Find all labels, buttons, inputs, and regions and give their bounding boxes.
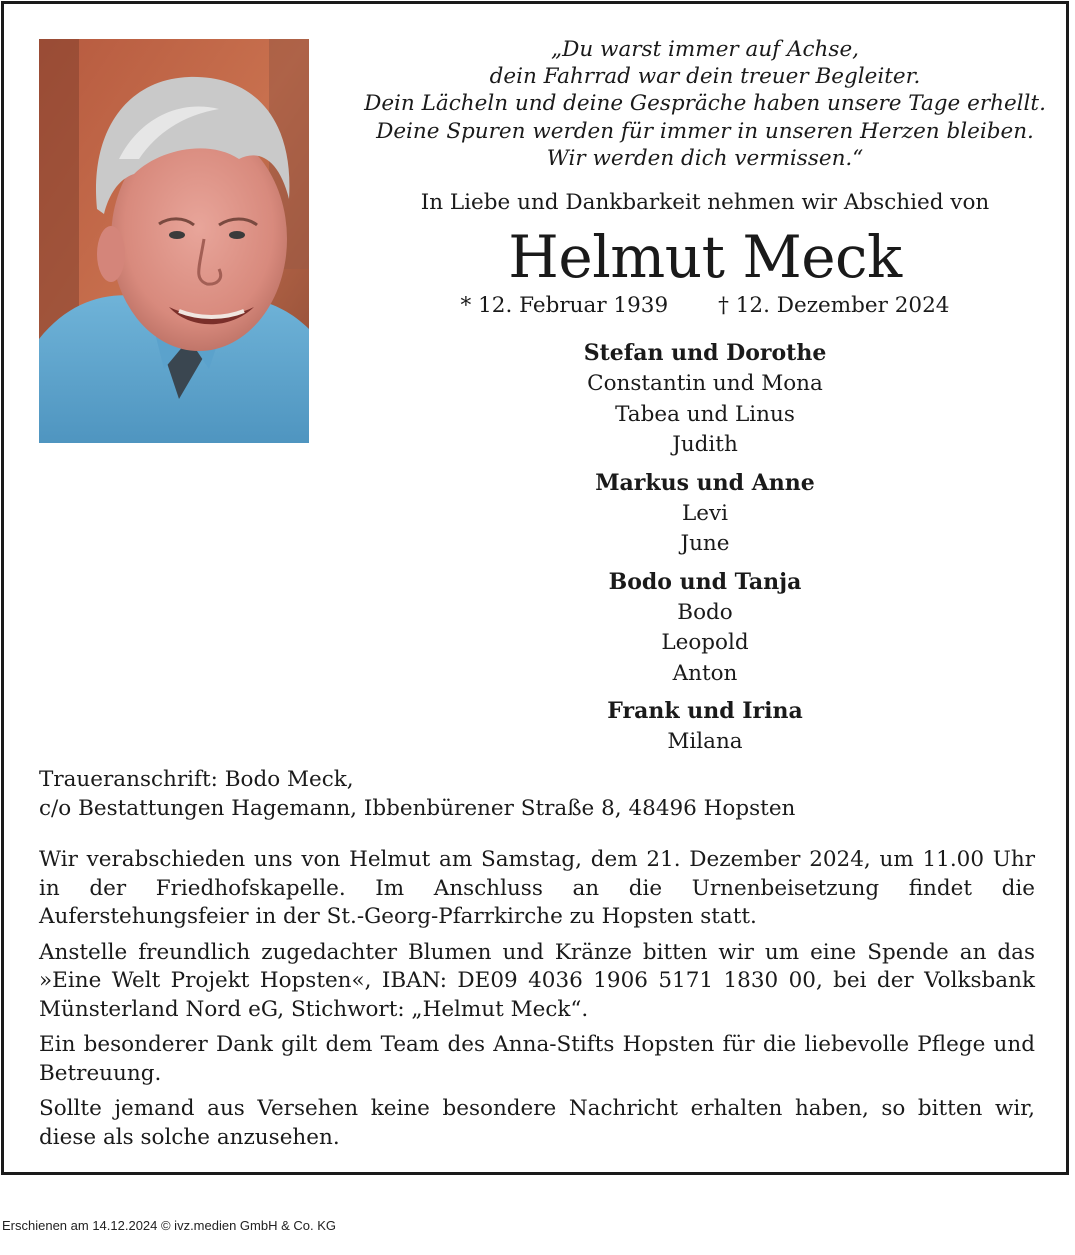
funeral-info-paragraph: Wir verabschieden uns von Helmut am Samstag, dem 21. Dezember 2024, um 11.00 Uhr in der Friedhofskapelle. Im Anschluss an die Urnenbeisetzung findet die Auferstehungsfeier in der St.-Georg-Pfarrkirche zu Hopsten statt.: [39, 847, 1035, 929]
family-head: Markus und Anne: [595, 469, 815, 496]
family-member: Judith: [672, 432, 738, 457]
notification-paragraph: Sollte jemand aus Versehen keine besondere Nachricht erhalten haben, so bitten wir, diese als solche anzusehen.: [39, 1096, 1035, 1150]
portrait-photo: [39, 39, 309, 443]
deceased-name: Helmut Meck: [508, 223, 902, 291]
family-member: Anton: [672, 660, 738, 686]
donation-paragraph: Anstelle freundlich zugedachter Blumen und Kränze bitten wir um eine Spende an das »Eine Welt Projekt Hopsten«, IBAN: DE09 4036 1906 5171 1830 00, bei der Volksbank Münsterland Nord eG, Stichwort: „Helmut Meck“.: [39, 939, 1035, 1022]
address-line: Traueranschrift: Bodo Meck,: [39, 767, 354, 792]
family-group: [360, 566, 1050, 690]
family-head: Stefan und Dorothe: [583, 340, 827, 366]
family-member: Tabea und Linus: [615, 401, 795, 427]
family-member: Levi: [681, 500, 729, 526]
farewell-intro: In Liebe und Dankbarkeit nehmen wir Abschied von: [420, 190, 990, 215]
family-group: [360, 337, 1050, 461]
poem-line: Wir werden dich vermissen.“: [546, 145, 864, 171]
thanks-paragraph: Ein besonderer Dank gilt dem Team des Anna-Stifts Hopsten für die liebevolle Pflege und Betreuung.: [39, 1032, 1035, 1086]
poem-line: dein Fahrrad war dein treuer Begleiter.: [489, 64, 921, 90]
birth-date: * 12. Februar 1939: [460, 293, 669, 318]
poem-line: Dein Lächeln und deine Gespräche haben unsere Tage erhellt.: [364, 91, 1046, 117]
family-head: Frank und Irina: [607, 698, 803, 724]
address-line: c/o Bestattungen Hagemann, Ibbenbürener Straße 8, 48496 Hopsten: [39, 795, 796, 821]
notice-details: [39, 846, 1035, 1159]
mourning-address: [39, 766, 1039, 823]
memorial-poem: [360, 36, 1050, 172]
family-member: Bodo: [677, 599, 733, 625]
family-member: Constantin und Mona: [587, 371, 823, 396]
poem-line: Deine Spuren werden für immer in unseren Herzen bleiben.: [376, 118, 1034, 144]
family-group: [360, 467, 1050, 560]
life-dates: [360, 293, 1050, 318]
portrait-image: [39, 39, 309, 443]
family-head: Bodo und Tanja: [608, 568, 802, 595]
mourners-list: [360, 337, 1050, 764]
family-member: Leopold: [661, 630, 749, 655]
family-member: Milana: [667, 729, 743, 754]
poem-line: „Du warst immer auf Achse,: [550, 37, 859, 62]
death-date: † 12. Dezember 2024: [718, 293, 950, 318]
publication-footer: Erschienen am 14.12.2024 © ivz.medien GmbH & Co. KG: [2, 1218, 337, 1233]
family-member: June: [680, 531, 730, 556]
family-group: [360, 695, 1050, 758]
